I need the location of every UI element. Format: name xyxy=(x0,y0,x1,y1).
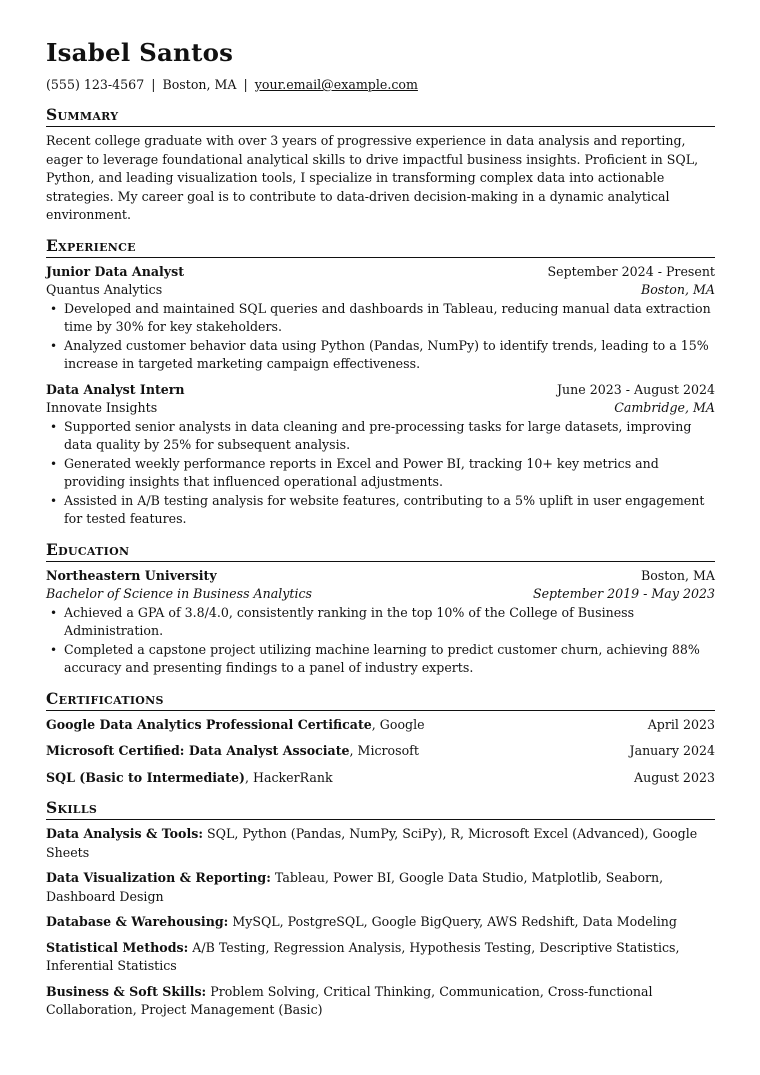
education-bullets xyxy=(46,604,715,678)
skills-list xyxy=(46,825,715,1020)
certification-name: Google Data Analytics Professional Certificate xyxy=(46,716,372,732)
certification-item xyxy=(46,742,715,761)
school-name: Northeastern University xyxy=(46,567,217,583)
skill-value: MySQL, PostgreSQL, Google BigQuery, AWS Redshift, Data Modeling xyxy=(232,914,677,929)
contact-line xyxy=(46,76,715,94)
skill-item xyxy=(46,939,715,976)
bullet-item: • Completed a capstone project utilizing machine learning to predict customer churn, achieving 88% accuracy and presenting findings to a panel of industry experts. xyxy=(46,641,715,678)
school-location: Boston, MA xyxy=(640,567,715,583)
job-entry xyxy=(46,381,715,529)
skill-item xyxy=(46,983,715,1020)
job-location: Cambridge, MA xyxy=(614,400,715,415)
resume-page xyxy=(46,36,715,1027)
location: Boston, MA xyxy=(162,77,237,92)
bullet-item: • Assisted in A/B testing analysis for website features, contributing to a 5% uplift in user engagement for tested features. xyxy=(46,492,715,529)
job-dates: June 2023 - August 2024 xyxy=(557,381,715,397)
certification-issuer: , Microsoft xyxy=(349,743,419,758)
skill-label: Database & Warehousing: xyxy=(46,914,229,929)
certifications-list xyxy=(46,716,715,788)
candidate-name: Isabel Santos xyxy=(46,38,234,67)
skill-value: Tableau, Power BI, Google Data Studio, Matplotlib, Seaborn, Dashboard Design xyxy=(46,870,664,904)
experience-list xyxy=(46,263,715,529)
contact-separator: | xyxy=(243,77,248,92)
summary-text: Recent college graduate with over 3 years of progressive experience in data analysis and reporting, eager to leverage foundational analytical skills to drive impactful business insights. Proficient in SQL, Python, and leading visualization tools, I specialize in transforming complex data into actionable strategies. My career goal is to contribute to data-driven decision-making in a dynamic analytical environment. xyxy=(46,133,699,222)
contact-separator: | xyxy=(151,77,156,92)
job-entry xyxy=(46,263,715,374)
job-bullets xyxy=(46,300,715,374)
skill-label: Data Analysis & Tools: xyxy=(46,826,203,841)
summary-heading: Summary xyxy=(46,105,715,127)
experience-heading: Experience xyxy=(46,236,715,258)
job-company: Quantus Analytics xyxy=(46,282,163,297)
job-role: Junior Data Analyst xyxy=(46,263,185,279)
bullet-item: • Analyzed customer behavior data using Python (Pandas, NumPy) to identify trends, leading to a 15% increase in targeted marketing campaign effectiveness. xyxy=(46,337,715,374)
education-entry xyxy=(46,567,715,678)
skill-item xyxy=(46,869,715,906)
certification-date: January 2024 xyxy=(629,743,715,758)
degree: Bachelor of Science in Business Analytics xyxy=(46,586,312,601)
skill-value: A/B Testing, Regression Analysis, Hypothesis Testing, Descriptive Statistics, Inferential Statistics xyxy=(46,939,680,973)
certification-issuer: , Google xyxy=(371,716,425,732)
email-link[interactable]: your.email@example.com xyxy=(254,77,418,92)
phone-number: (555) 123-4567 xyxy=(46,77,145,92)
job-company: Innovate Insights xyxy=(46,400,158,415)
certification-date: April 2023 xyxy=(647,716,715,732)
skill-item xyxy=(46,825,715,862)
job-role: Data Analyst Intern xyxy=(46,381,185,397)
job-dates: September 2024 - Present xyxy=(547,263,715,279)
skills-heading: Skills xyxy=(46,798,715,820)
job-location: Boston, MA xyxy=(640,282,715,297)
skill-value: Problem Solving, Critical Thinking, Communication, Cross-functional Collaboration, Project Management (Basic) xyxy=(46,983,653,1017)
certification-issuer: , HackerRank xyxy=(245,769,333,785)
bullet-item: • Generated weekly performance reports in Excel and Power BI, tracking 10+ key metrics and providing insights that influenced operational adjustments. xyxy=(46,455,715,492)
certification-name: Microsoft Certified: Data Analyst Associate xyxy=(46,743,350,758)
bullet-item: • Achieved a GPA of 3.8/4.0, consistently ranking in the top 10% of the College of Business Administration. xyxy=(46,604,715,641)
certifications-heading: Certifications xyxy=(46,689,715,711)
education-heading: Education xyxy=(46,540,715,562)
skill-value: SQL, Python (Pandas, NumPy, SciPy), R, Microsoft Excel (Advanced), Google Sheets xyxy=(46,826,698,860)
certification-date: August 2023 xyxy=(634,769,715,785)
certification-name: SQL (Basic to Intermediate) xyxy=(46,769,245,785)
bullet-item: • Supported senior analysts in data cleaning and pre-processing tasks for large datasets, improving data quality by 25% for subsequent analysis. xyxy=(46,418,715,455)
skill-label: Business & Soft Skills: xyxy=(46,983,207,999)
skill-label: Data Visualization & Reporting: xyxy=(46,870,271,885)
education-dates: September 2019 - May 2023 xyxy=(532,586,715,601)
skill-label: Statistical Methods: xyxy=(46,939,189,955)
bullet-item: • Developed and maintained SQL queries and dashboards in Tableau, reducing manual data extraction time by 30% for key stakeholders. xyxy=(46,300,715,337)
skill-item xyxy=(46,913,715,932)
certification-item xyxy=(46,769,715,788)
job-bullets xyxy=(46,418,715,529)
certification-item xyxy=(46,716,715,735)
